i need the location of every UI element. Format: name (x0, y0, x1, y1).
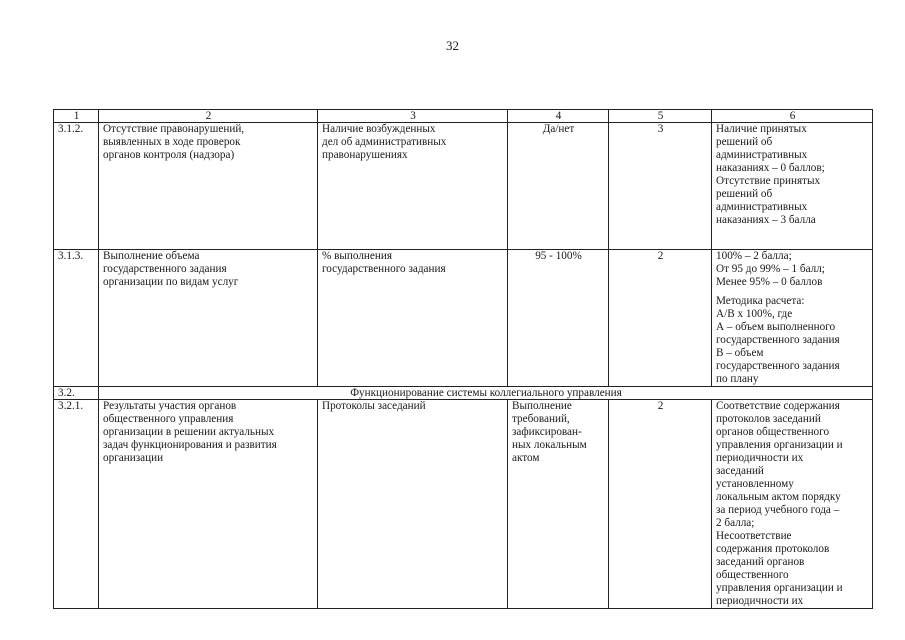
table-header-row (54, 110, 873, 123)
column-header: 6 (712, 110, 873, 123)
points-cell: 2 (609, 400, 712, 609)
points-cell: 2 (609, 250, 712, 387)
table-row (54, 400, 873, 609)
points-cell: 3 (609, 123, 712, 250)
indicator-cell: Выполнение объема государственного задания организации по видам услуг (99, 250, 318, 387)
evaluation-method: Методика расчета: А/В х 100%, где А – объем выполненного государственного задания В – объем государственного задания по плану (716, 295, 840, 385)
criteria-table (53, 109, 873, 609)
evaluation-cell: Соответствие содержания протоколов заседаний органов общественного управления организации и периодичности их заседаний установленному локальным актом порядку за период учебного года – 2 балла; Несоответствие содержания протоколов заседаний органов общественного управления организации и периодичности их (712, 400, 873, 609)
column-header: 3 (318, 110, 508, 123)
column-header: 5 (609, 110, 712, 123)
row-number: 3.1.3. (54, 250, 99, 387)
page-number: 32 (446, 38, 459, 53)
evaluation-cell: Наличие принятых решений об административных наказаниях – 0 баллов; Отсутствие принятых решений об административных наказаниях – 3 балла (712, 123, 873, 250)
section-number: 3.2. (54, 387, 99, 400)
row-number: 3.1.2. (54, 123, 99, 250)
column-header: 1 (54, 110, 99, 123)
table-row (54, 123, 873, 250)
criterion-cell: % выполнения государственного задания (318, 250, 508, 387)
criterion-cell: Протоколы заседаний (318, 400, 508, 609)
section-title: Функционирование системы коллегиального управления (99, 387, 873, 400)
table-row (54, 250, 873, 387)
measure-cell: 95 - 100% (508, 250, 609, 387)
column-header: 4 (508, 110, 609, 123)
column-header: 2 (99, 110, 318, 123)
criterion-cell: Наличие возбужденных дел об административных правонарушениях (318, 123, 508, 250)
measure-cell: Выполнение требований, зафиксирован- ных локальным актом (508, 400, 609, 609)
evaluation-cell (712, 250, 873, 387)
evaluation-scale: 100% – 2 балла; От 95 до 99% – 1 балл; Менее 95% – 0 баллов (716, 250, 825, 288)
indicator-cell: Отсутствие правонарушений, выявленных в ходе проверок органов контроля (надзора) (99, 123, 318, 250)
section-row (54, 387, 873, 400)
indicator-cell: Результаты участия органов общественного управления организации в решении актуальных задач функционирования и развития организации (99, 400, 318, 609)
row-number: 3.2.1. (54, 400, 99, 609)
measure-cell: Да/нет (508, 123, 609, 250)
